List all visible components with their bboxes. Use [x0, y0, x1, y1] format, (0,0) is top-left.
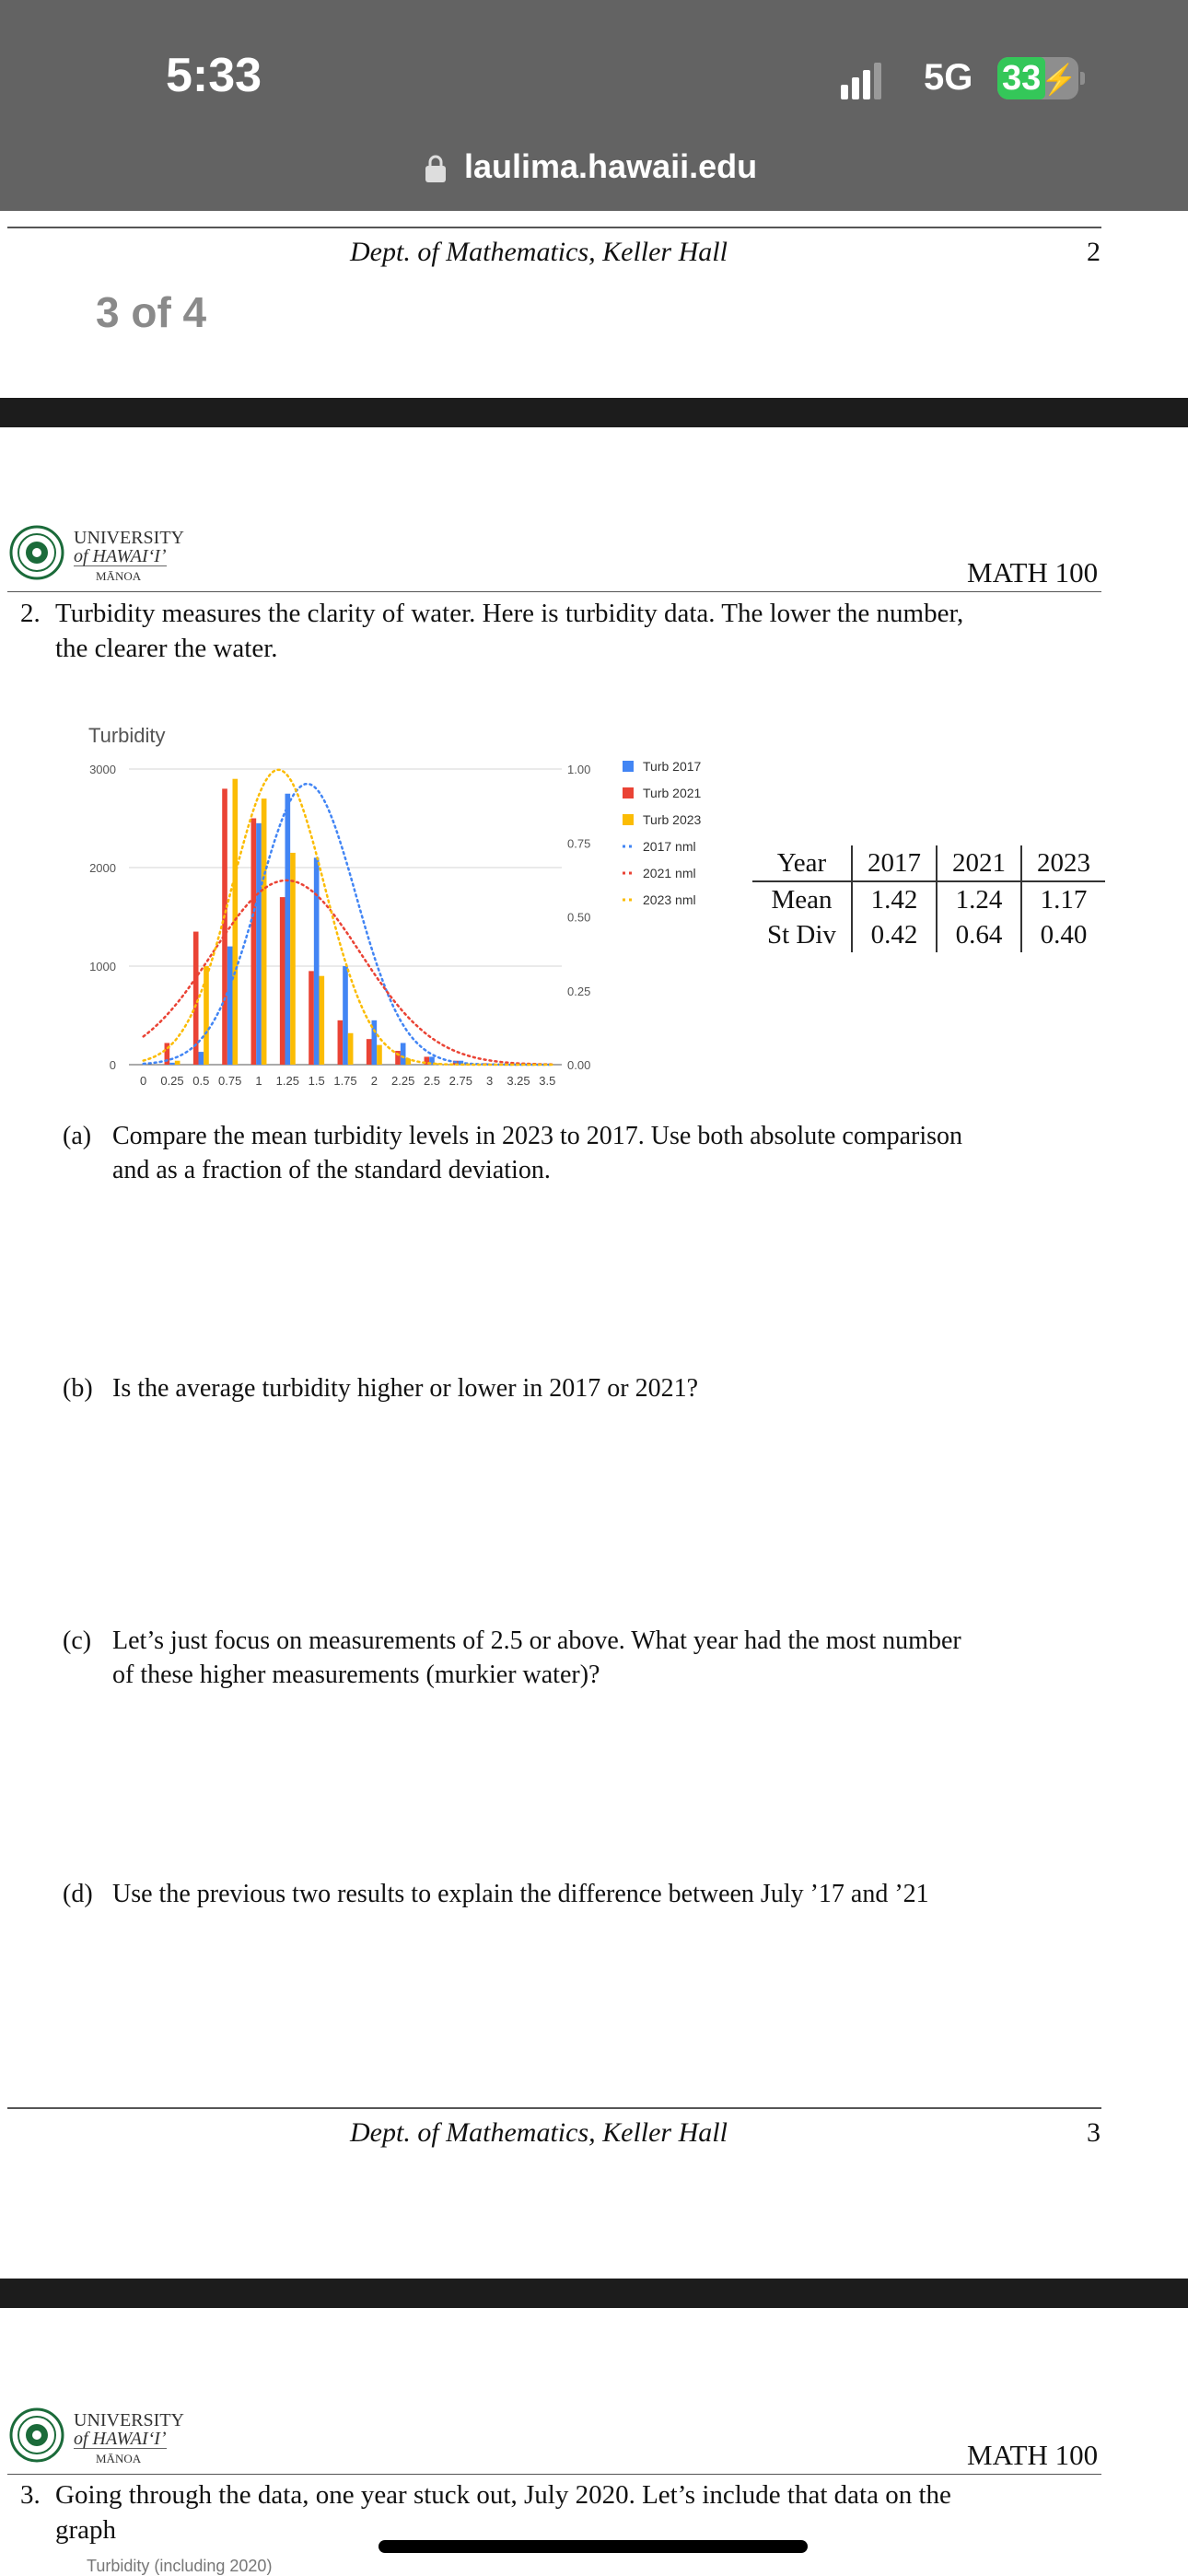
x-tick-label: 0.5 [192, 1074, 210, 1088]
question-2c [63, 1624, 1168, 1697]
y-tick-label: 2000 [89, 861, 116, 875]
battery-nub [1080, 72, 1085, 85]
bar [256, 823, 262, 1065]
part-label: (b) [63, 1374, 93, 1403]
y-tick-label: 1000 [89, 960, 116, 973]
x-tick-label: 1.5 [308, 1074, 325, 1088]
part-text: Let’s just focus on measurements of 2.5 or above. What year had the most number of these higher measurements (murkier water)? [112, 1626, 961, 1689]
header-rule [7, 2474, 1101, 2475]
x-tick-label: 2.5 [423, 1074, 441, 1088]
battery-level: 33⚡ [1002, 59, 1078, 98]
stats-header-cell: 2021 [937, 845, 1021, 881]
page-separator [0, 2279, 1188, 2308]
legend-label: Turb 2023 [643, 812, 702, 827]
part-text: Is the average turbidity higher or lower in 2017 or 2021? [112, 1374, 699, 1403]
stats-cell: 1.24 [937, 881, 1021, 917]
legend-swatch [623, 814, 634, 825]
bar [338, 1020, 344, 1065]
question-2d [63, 1877, 1168, 1914]
legend-swatch [623, 787, 634, 798]
question-2a [63, 1119, 1168, 1193]
bar [401, 1043, 406, 1065]
logo-university: UNIVERSITY [74, 2410, 184, 2430]
legend-swatch [623, 761, 634, 772]
bar [395, 1051, 401, 1065]
lock-icon [425, 155, 446, 182]
y-tick-label: 3000 [89, 763, 116, 776]
bar [319, 976, 324, 1065]
footer-page-number: 3 [1087, 2117, 1101, 2148]
network-type: 5G [924, 57, 973, 98]
x-tick-label: 1 [255, 1074, 262, 1088]
x-tick-label: 2 [370, 1074, 378, 1088]
stats-cell: St Div [767, 919, 836, 950]
footer-dept: Dept. of Mathematics, Keller Hall [350, 2117, 728, 2148]
question-2-line1: Turbidity measures the clarity of water. Here is turbidity data. The lower the number, [55, 599, 964, 628]
chart-title: Turbidity [88, 724, 166, 747]
chart-title-partial: Turbidity (including 2020) [87, 2557, 273, 2575]
x-tick-label: 3.25 [507, 1074, 530, 1088]
stats-cell: Mean [771, 884, 833, 915]
stats-cell: 1.42 [852, 881, 937, 917]
x-tick-label: 0.75 [218, 1074, 242, 1088]
bar [222, 788, 227, 1065]
bar [367, 1039, 372, 1065]
stats-table [752, 845, 1105, 952]
page-separator [0, 398, 1188, 427]
question-3-line2: graph [55, 2515, 117, 2545]
bar [280, 897, 285, 1065]
part-label: (d) [63, 1880, 93, 1908]
question-3-number: 3. [20, 2480, 41, 2510]
x-tick-label: 0.25 [160, 1074, 184, 1088]
x-tick-label: 2.75 [448, 1074, 472, 1088]
cellular-signal-icon [841, 63, 885, 99]
stats-row-stdev [752, 917, 1105, 952]
footer-rule [7, 227, 1101, 228]
y2-tick-label: 1.00 [567, 763, 591, 776]
footer-dept: Dept. of Mathematics, Keller Hall [350, 237, 728, 267]
x-tick-label: 1.75 [333, 1074, 357, 1088]
stats-header-cell: 2017 [852, 845, 937, 881]
header-rule [7, 591, 1101, 592]
logo-of-hawaii: of HAWAIʻIʼ [74, 546, 167, 566]
bar [290, 853, 296, 1065]
bar [377, 1045, 382, 1065]
page-counter: 3 of 4 [96, 288, 207, 336]
footer-rule [7, 2107, 1101, 2109]
x-tick-label: 3.5 [539, 1074, 556, 1088]
university-seal-icon [9, 2407, 64, 2463]
stats-cell: 0.42 [852, 917, 937, 952]
logo-manoa: MĀNOA [96, 569, 142, 583]
bar [169, 1063, 175, 1065]
y2-tick-label: 0.50 [567, 910, 591, 925]
x-tick-label: 1.25 [275, 1074, 299, 1088]
bar [285, 794, 291, 1065]
logo-university: UNIVERSITY [74, 528, 184, 548]
x-tick-label: 0 [140, 1074, 147, 1088]
part-label: (c) [63, 1626, 92, 1655]
stats-cell: 0.40 [1021, 917, 1105, 952]
logo-manoa: MĀNOA [96, 2452, 142, 2465]
footer-page-number: 2 [1087, 237, 1101, 267]
turbidity-chart [74, 714, 737, 1091]
bar [262, 798, 267, 1065]
legend-label: Turb 2021 [643, 786, 702, 800]
legend-label: Turb 2017 [643, 759, 702, 774]
part-text: Compare the mean turbidity levels in 2023 to 2017. Use both absolute comparison and as a fraction of the standard deviation. [112, 1122, 963, 1184]
bar [309, 971, 314, 1065]
y2-tick-label: 0.75 [567, 836, 591, 851]
x-tick-label: 3 [486, 1074, 494, 1088]
question-2-number: 2. [20, 599, 41, 628]
home-indicator[interactable] [379, 2540, 808, 2553]
url-bar[interactable]: laulima.hawaii.edu [464, 147, 758, 185]
stats-header-row [752, 845, 1105, 881]
part-label: (a) [63, 1122, 92, 1150]
legend-label: 2017 nml [643, 839, 696, 854]
bar [175, 1061, 181, 1065]
course-title: MATH 100 [967, 556, 1099, 589]
status-time: 5:33 [166, 49, 262, 102]
stats-cell: 1.17 [1021, 881, 1105, 917]
legend-label: 2023 nml [643, 892, 696, 907]
x-tick-label: 2.25 [391, 1074, 415, 1088]
legend-label: 2021 nml [643, 866, 696, 880]
bar [227, 947, 233, 1065]
logo-of-hawaii: of HAWAIʻIʼ [74, 2429, 167, 2449]
stats-header-cell: Year [752, 845, 852, 881]
stats-header-cell: 2023 [1021, 845, 1105, 881]
question-2-line2: the clearer the water. [55, 634, 278, 663]
y-tick-label: 0 [109, 1058, 116, 1072]
y2-tick-label: 0.25 [567, 984, 591, 998]
y2-tick-label: 0.00 [567, 1058, 591, 1072]
bar [348, 1033, 354, 1065]
course-title: MATH 100 [967, 2439, 1099, 2471]
bar [251, 819, 257, 1066]
question-2b [63, 1371, 1168, 1408]
stats-cell: 0.64 [937, 917, 1021, 952]
question-3-line1: Going through the data, one year stuck out, July 2020. Let’s include that data on the [55, 2480, 951, 2510]
part-text: Use the previous two results to explain the difference between July ’17 and ’21 [112, 1880, 929, 1908]
bar [343, 966, 348, 1065]
stats-row-mean [752, 881, 1105, 917]
bar [314, 857, 320, 1065]
bar [199, 1052, 204, 1065]
university-seal-icon [9, 525, 64, 580]
